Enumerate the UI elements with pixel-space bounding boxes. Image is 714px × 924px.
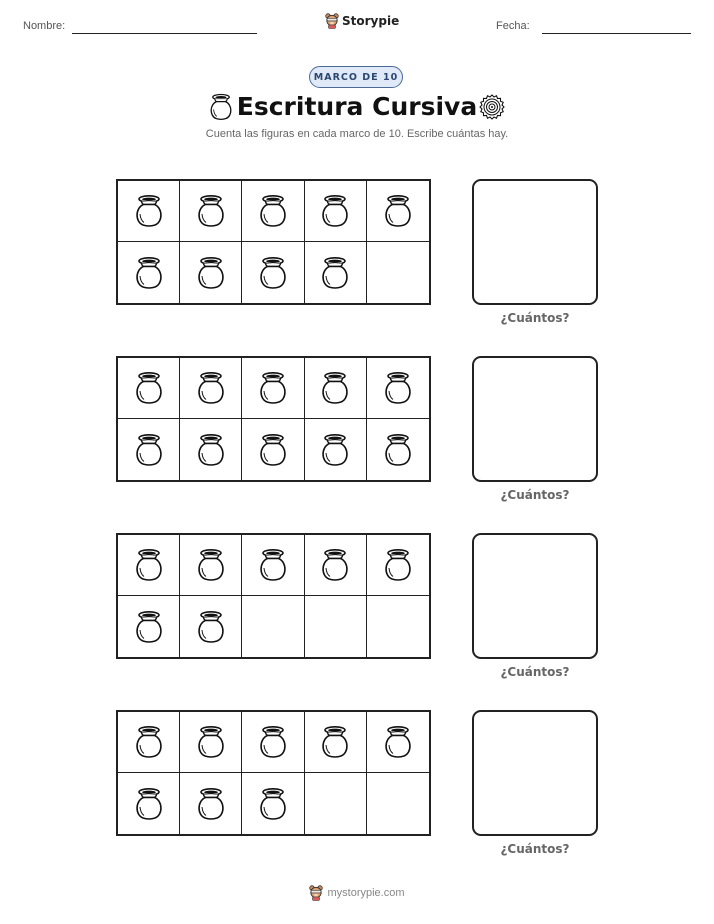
ten-frame-cell — [118, 773, 180, 834]
answer-label: ¿Cuántos? — [500, 665, 570, 679]
ten-frame-cell — [367, 242, 429, 303]
ten-frame-cell — [118, 242, 180, 303]
ten-frame-cell — [118, 596, 180, 657]
ten-frame-cell — [242, 242, 304, 303]
ten-frame-cell — [180, 358, 242, 419]
bear-icon — [325, 13, 339, 29]
pot-icon — [255, 433, 291, 467]
category-badge: MARCO DE 10 — [309, 66, 403, 88]
pot-icon — [317, 194, 353, 228]
pot-icon — [131, 725, 167, 759]
date-line[interactable] — [542, 33, 691, 34]
pot-icon — [131, 787, 167, 821]
pot-icon — [131, 433, 167, 467]
ten-frame-cell — [305, 181, 367, 242]
ten-frame-cell — [242, 773, 304, 834]
ten-frame-cell — [242, 181, 304, 242]
pot-icon — [317, 725, 353, 759]
pot-icon — [255, 548, 291, 582]
ten-frame-cell — [305, 773, 367, 834]
pot-icon — [193, 725, 229, 759]
ten-frame-cell — [367, 419, 429, 480]
pot-icon — [193, 256, 229, 290]
pot-icon — [317, 371, 353, 405]
ten-frame-cell — [242, 419, 304, 480]
brand-logo — [325, 13, 399, 29]
pot-icon — [131, 548, 167, 582]
instructions: Cuenta las figuras en cada marco de 10. Escribe cuántas hay. — [205, 128, 509, 140]
pot-icon — [255, 725, 291, 759]
answer-box[interactable] — [472, 179, 598, 305]
ten-frame — [116, 710, 431, 836]
name-line[interactable] — [72, 33, 257, 34]
pot-icon — [193, 433, 229, 467]
answer-box[interactable] — [472, 710, 598, 836]
footer — [0, 885, 714, 901]
ten-frame-cell — [118, 419, 180, 480]
ten-frame-cell — [305, 712, 367, 773]
ten-frame-cell — [180, 242, 242, 303]
pot-icon — [131, 194, 167, 228]
ten-frame-cell — [242, 535, 304, 596]
answer-box[interactable] — [472, 356, 598, 482]
ten-frame-cell — [180, 419, 242, 480]
pot-icon — [255, 787, 291, 821]
ten-frame — [116, 356, 431, 482]
bear-icon — [309, 885, 323, 901]
pot-icon — [193, 787, 229, 821]
brand-name: Storypie — [342, 14, 400, 28]
ten-frame-cell — [180, 181, 242, 242]
spiral-icon — [479, 94, 505, 120]
ten-frame-cell — [305, 358, 367, 419]
ten-frame-cell — [367, 712, 429, 773]
ten-frame-cell — [367, 535, 429, 596]
ten-frame-cell — [305, 596, 367, 657]
pot-icon — [193, 371, 229, 405]
ten-frame-cell — [118, 535, 180, 596]
pot-icon — [255, 194, 291, 228]
pot-icon — [255, 256, 291, 290]
answer-label: ¿Cuántos? — [500, 311, 570, 325]
pot-icon — [193, 610, 229, 644]
pot-icon — [380, 725, 416, 759]
pot-icon — [317, 433, 353, 467]
ten-frame-cell — [367, 596, 429, 657]
page-title: Escritura Cursiva — [236, 92, 478, 121]
answer-label: ¿Cuántos? — [500, 842, 570, 856]
pot-icon — [193, 548, 229, 582]
ten-frame-cell — [118, 358, 180, 419]
ten-frame-cell — [180, 596, 242, 657]
ten-frame-cell — [118, 712, 180, 773]
ten-frame-cell — [242, 358, 304, 419]
name-label: Nombre: — [23, 20, 66, 32]
pot-icon — [131, 610, 167, 644]
pot-icon — [380, 548, 416, 582]
pot-icon — [380, 371, 416, 405]
pot-icon — [193, 194, 229, 228]
date-label: Fecha: — [496, 20, 530, 32]
answer-label: ¿Cuántos? — [500, 488, 570, 502]
ten-frame — [116, 179, 431, 305]
ten-frame-cell — [367, 358, 429, 419]
pot-icon — [380, 433, 416, 467]
pot-icon — [317, 548, 353, 582]
pot-icon — [317, 256, 353, 290]
footer-url[interactable]: mystorypie.com — [327, 887, 405, 899]
ten-frame-cell — [118, 181, 180, 242]
ten-frame-cell — [180, 712, 242, 773]
ten-frame-cell — [367, 181, 429, 242]
ten-frame — [116, 533, 431, 659]
ten-frame-cell — [180, 535, 242, 596]
ten-frame-cell — [242, 712, 304, 773]
pot-icon — [255, 371, 291, 405]
ten-frame-cell — [367, 773, 429, 834]
ten-frame-cell — [180, 773, 242, 834]
ten-frame-cell — [305, 242, 367, 303]
ten-frame-cell — [305, 535, 367, 596]
answer-box[interactable] — [472, 533, 598, 659]
pot-icon — [131, 371, 167, 405]
pot-icon — [131, 256, 167, 290]
pot-icon — [380, 194, 416, 228]
ten-frame-cell — [242, 596, 304, 657]
ten-frame-cell — [305, 419, 367, 480]
